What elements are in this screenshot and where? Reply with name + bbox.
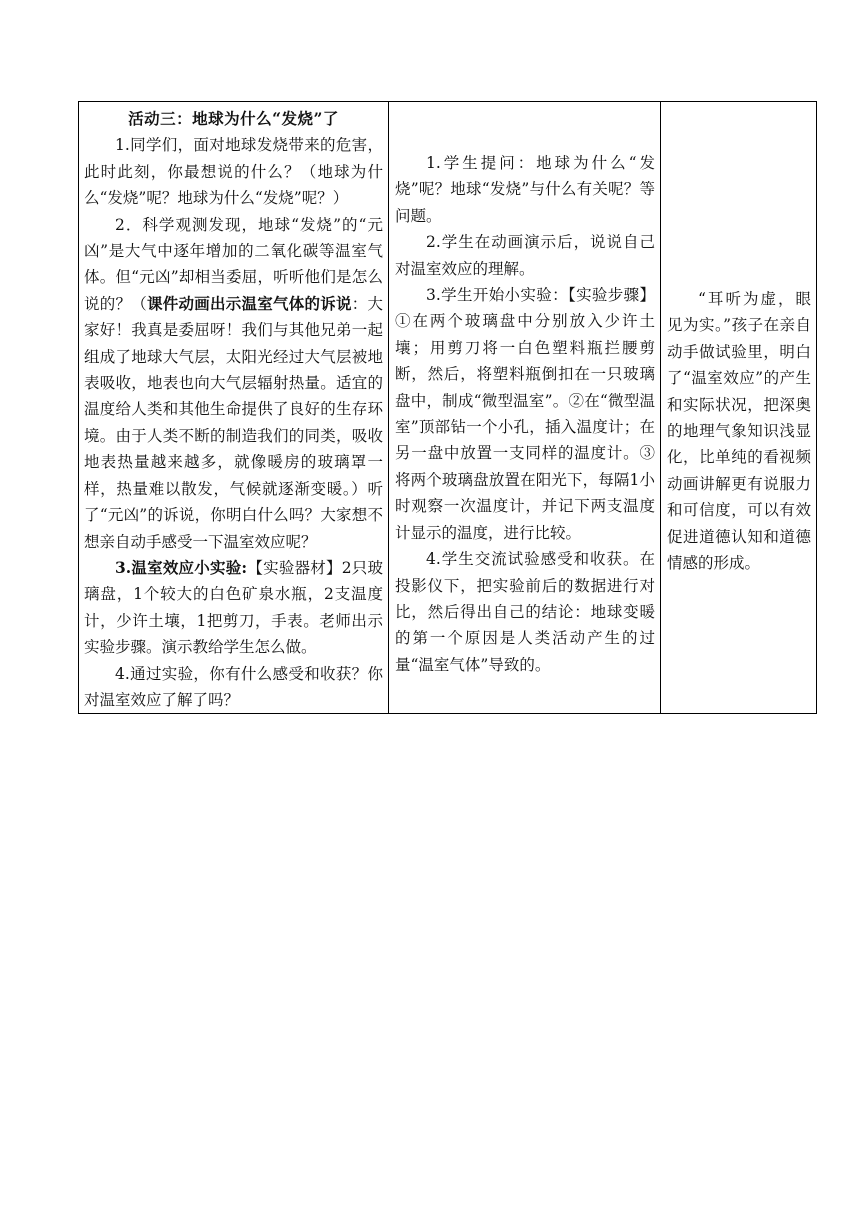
teacher-step-1: 1.同学们，面对地球发烧带来的危害，此时此刻，你最想说的什么？（地球为什么“发烧”呢？地球为什么“发烧”呢？） bbox=[84, 136, 383, 208]
teacher-step-2 bbox=[84, 212, 383, 555]
teacher-step-2-text: 2．科学观测发现，地球“发烧”的“元凶”是大气中逐年增加的二氧化碳等温室气体。但“元凶”却相当委屈，听听他们是怎么说的？（ bbox=[84, 215, 383, 313]
student-activity-cell bbox=[389, 102, 661, 714]
student-step-3: 3.学生开始小实验：【实验步骤】①在两个玻璃盘中分别放入少许土壤；用剪刀将一白色塑料瓶拦腰剪断，然后，将塑料瓶倒扣在一只玻璃盘中，制成“微型温室”。②在“微型温室”顶部钻一个小孔，插入温度计；在另一盘中放置一支同样的温度计。③将两个玻璃盘放置在阳光下，每隔1小时观察一次温度计，并记下两支温度计显示的温度，进行比较。 bbox=[395, 286, 655, 542]
teacher-step-3 bbox=[84, 555, 383, 661]
design-intent-text: “耳听为虚，眼见为实。”孩子在亲自动手做试验里，明白了“温室效应”的产生和实际状况，把深奥的地理气象知识浅显化，比单纯的看视频动画讲解更有说服力和可信度，可以有效促进道德认知和道德情感的形成。 bbox=[667, 290, 811, 573]
design-intent-cell bbox=[661, 102, 817, 714]
student-step-2: 2.学生在动画演示后，说说自己对温室效应的理解。 bbox=[395, 233, 655, 278]
lesson-plan-table bbox=[78, 101, 817, 714]
experiment-label: 3.温室效应小实验: bbox=[115, 557, 248, 577]
teacher-step-4: 4.通过实验，你有什么感受和收获？你对温室效应了解了吗？ bbox=[84, 664, 383, 709]
table-row bbox=[79, 102, 817, 714]
activity-title: 活动三：地球为什么“发烧”了 bbox=[128, 109, 339, 128]
teacher-step-2-narration: ：大家好！我真是委屈呀！我们与其他兄弟一起组成了地球大气层，太阳光经过大气层被地表吸收，地表也向大气层辐射热量。适宜的温度给人类和其他生命提供了良好的生存环境。由于人类不断的制造我们的同类，吸收地表热量越来越多，就像暖房的玻璃罩一样，热量难以散发，气候就逐渐变暖。）听了“元凶”的诉说，你明白什么吗？大家想不想亲自动手感受一下温室效应呢？ bbox=[84, 294, 383, 551]
courseware-label: 课件动画出示温室气体的诉说 bbox=[147, 293, 352, 313]
student-step-4: 4.学生交流试验感受和收获。在投影仪下，把实验前后的数据进行对比，然后得出自己的结论：地球变暖的第一个原因是人类活动产生的过量“温室气体”导致的。 bbox=[395, 550, 655, 674]
student-step-1: 1.学生提问：地球为什么“发烧”呢？地球“发烧”与什么有关呢？等问题。 bbox=[395, 154, 655, 225]
teacher-activity-cell bbox=[79, 102, 389, 714]
teacher-step-3-text: 【实验器材】2只玻璃盘，1个较大的白色矿泉水瓶，2支温度计，少许土壤，1把剪刀，手表。老师出示实验步骤。演示教给学生怎么做。 bbox=[84, 558, 383, 657]
